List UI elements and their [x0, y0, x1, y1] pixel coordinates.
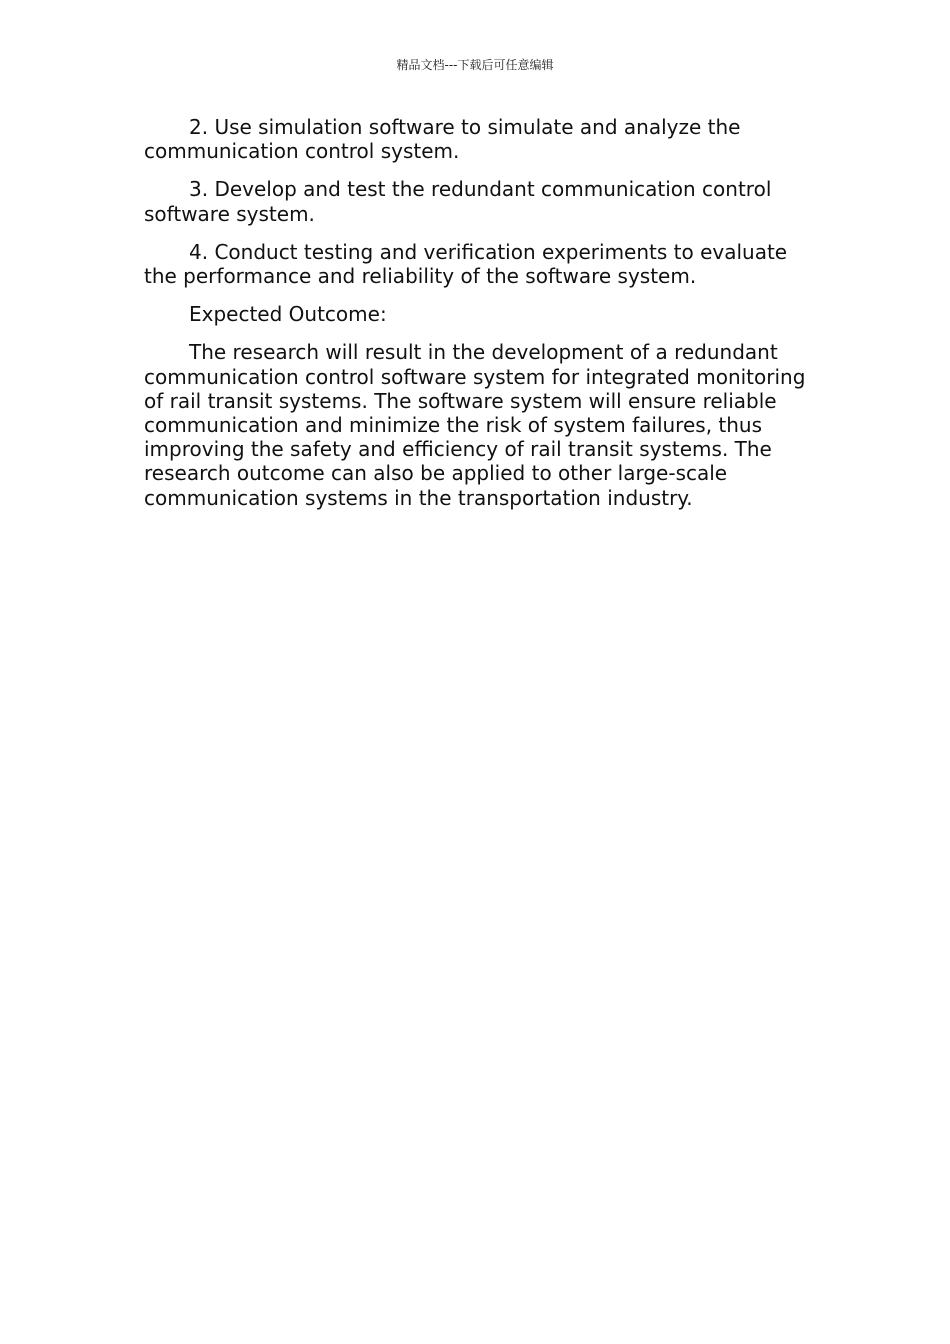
section-heading-expected-outcome: Expected Outcome: [189, 302, 387, 327]
page-header: 精品文档---下载后可任意编辑 [396, 58, 554, 72]
paragraph-step-3: 3. Develop and test the redundant communication control software system. [144, 177, 772, 226]
document-body [144, 115, 814, 524]
paragraph-step-4: 4. Conduct testing and verification experiments to evaluate the performance and reliability of the software system. [144, 239, 788, 289]
paragraph-step-2: 2. Use simulation software to simulate and analyze the communication control system. [144, 115, 741, 164]
paragraph-expected-outcome: The research will result in the development of a redundant communication control software system for integrated monitoring of rail transit systems. The software system will ensure reliable communication and minimize the risk of system failures, thus improving the safety and efficiency of rail transit systems. The research outcome can also be applied to other large-scale communication systems in the transportation industry. [144, 340, 806, 510]
